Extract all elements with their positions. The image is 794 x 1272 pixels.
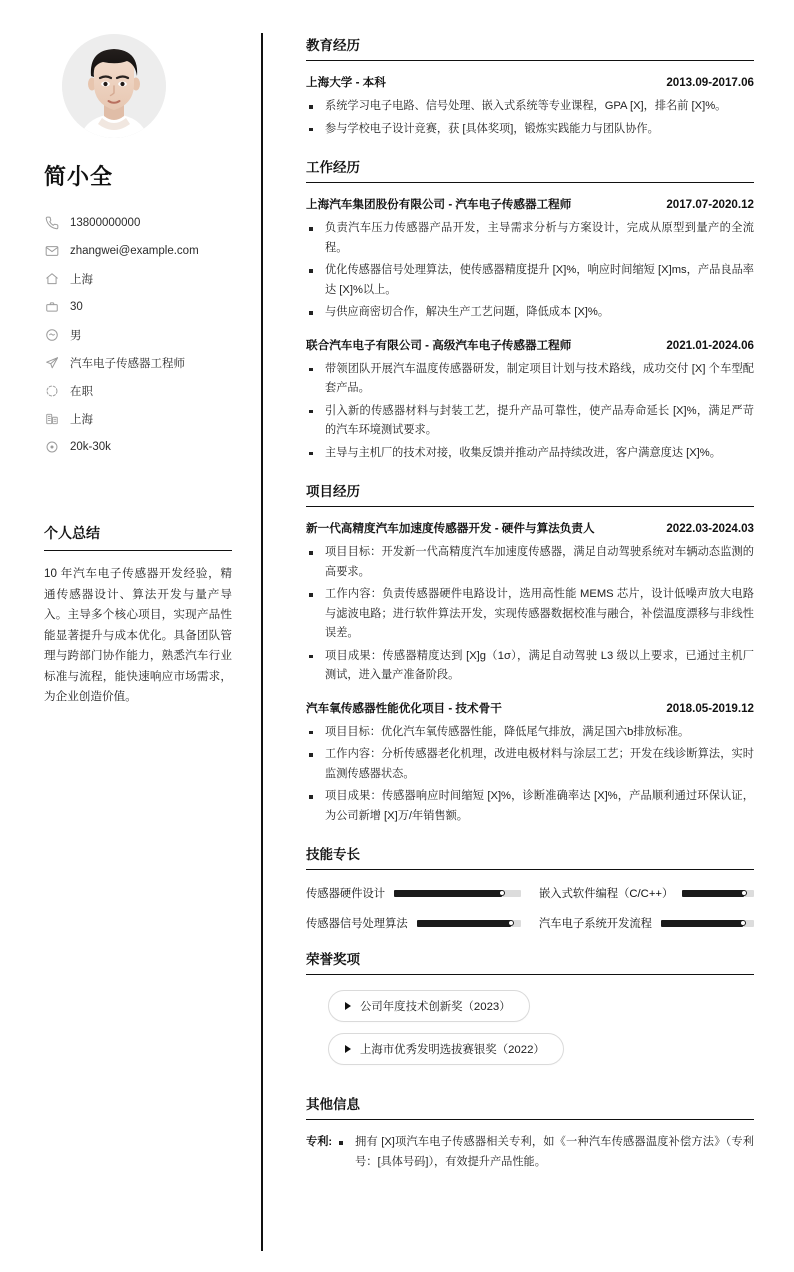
- contact-item-gender[interactable]: [44, 321, 232, 349]
- work-entry: [306, 196, 754, 323]
- education-heading: 教育经历: [306, 34, 754, 61]
- sidebar: [0, 0, 262, 1272]
- project-entry: [306, 700, 754, 827]
- entry-header: [306, 74, 754, 90]
- entry-date: 2018.05-2019.12: [666, 701, 754, 715]
- skill-item: [306, 915, 521, 931]
- summary-heading: 个人总结: [44, 523, 232, 551]
- triangle-bullet-icon: [345, 1045, 351, 1053]
- summary-text: 10 年汽车电子传感器开发经验，精通传感器设计、算法开发与量产导入。主导多个核心项目，实现产品性能显著提升与成本优化。具备团队管理与跨部门协作能力，熟悉汽车行业标准与流程，能快速响应市场需求，为企业创造价值。: [44, 567, 232, 703]
- work-section: [306, 156, 754, 463]
- skill-label: 传感器信号处理算法: [306, 918, 408, 930]
- work-entry: [306, 337, 754, 464]
- contact-item-expected-city[interactable]: [44, 405, 232, 433]
- contact-value-age: 30: [70, 301, 83, 313]
- award-label: 上海市优秀发明选拔赛银奖（2022）: [360, 1044, 545, 1056]
- contact-value-gender: 男: [70, 330, 82, 342]
- awards-section: [306, 948, 754, 1076]
- bullet-item: 系统学习电子电路、信号处理、嵌入式系统等专业课程，GPA [X]，排名前 [X]%。: [306, 97, 754, 117]
- skill-progress-knob: [740, 920, 746, 926]
- contact-item-phone[interactable]: [44, 209, 232, 237]
- bullet-item: 工作内容：负责传感器硬件电路设计，选用高性能 MEMS 芯片，设计低噪声放大电路与滤波电路；进行软件算法开发，实现传感器数据校准与融合，补偿温度漂移与非线性误差。: [306, 585, 754, 644]
- other-body: [336, 1133, 754, 1172]
- entry-title: 上海汽车集团股份有限公司 - 汽车电子传感器工程师: [306, 198, 572, 211]
- skill-label: 汽车电子系统开发流程: [539, 918, 652, 930]
- target-icon: [44, 439, 60, 455]
- award-row: [306, 990, 754, 1033]
- gender-icon: [44, 327, 60, 343]
- projects-section: [306, 480, 754, 826]
- skill-item: [306, 885, 521, 901]
- entry-bullets: [306, 723, 754, 827]
- contact-item-position[interactable]: [44, 349, 232, 377]
- bullet-item: 项目目标：开发新一代高精度汽车加速度传感器，满足自动驾驶系统对车辆动态监测的高要求。: [306, 543, 754, 582]
- phone-icon: [44, 215, 60, 231]
- entry-bullets: [306, 219, 754, 323]
- contact-item-job-status[interactable]: [44, 377, 232, 405]
- skill-progress-fill: [682, 890, 744, 897]
- entry-header: [306, 520, 754, 536]
- skill-progress-track: [661, 920, 754, 927]
- award-chip[interactable]: [328, 1033, 564, 1065]
- bullet-item: 拥有 [X]项汽车电子传感器相关专利，如《一种汽车传感器温度补偿方法》（专利号：[具体号码]），有效提升产品性能。: [336, 1133, 754, 1172]
- bullet-item: 优化传感器信号处理算法，使传感器精度提升 [X]%，响应时间缩短 [X]ms，产品良品率达 [X]%以上。: [306, 261, 754, 300]
- other-bullets: [336, 1133, 754, 1172]
- contact-item-salary[interactable]: [44, 433, 232, 461]
- skill-progress-track: [394, 890, 521, 897]
- status-icon: [44, 383, 60, 399]
- skill-progress-track: [682, 890, 754, 897]
- triangle-bullet-icon: [345, 1002, 351, 1010]
- home-icon: [44, 271, 60, 287]
- contact-value-job-status: 在职: [70, 386, 93, 398]
- award-list: [306, 988, 754, 1076]
- entry-header: [306, 196, 754, 212]
- skill-progress-knob: [741, 890, 747, 896]
- awards-heading: 荣誉奖项: [306, 948, 754, 975]
- bullet-item: 项目成果：传感器响应时间缩短 [X]%，诊断准确率达 [X]%，产品顺利通过环保认证，为公司新增 [X]万/年销售额。: [306, 787, 754, 826]
- summary-section: [44, 523, 232, 708]
- bullet-item: 主导与主机厂的技术对接，收集反馈并推动产品持续改进，客户满意度达 [X]%。: [306, 444, 754, 464]
- skills-heading: 技能专长: [306, 843, 754, 870]
- bullet-item: 负责汽车压力传感器产品开发，主导需求分析与方案设计，完成从原型到量产的全流程。: [306, 219, 754, 258]
- contact-item-email[interactable]: [44, 237, 232, 265]
- other-label: 专利:: [306, 1136, 333, 1148]
- skill-progress-fill: [661, 920, 743, 927]
- contact-value-phone: 13800000000: [70, 217, 141, 229]
- skill-progress-fill: [394, 890, 502, 897]
- entry-bullets: [306, 360, 754, 464]
- work-heading: 工作经历: [306, 156, 754, 183]
- paper-plane-icon: [44, 355, 60, 371]
- bullet-item: 工作内容：分析传感器老化机理，改进电极材料与涂层工艺；开发在线诊断算法，实时监测传感器状态。: [306, 745, 754, 784]
- bullet-item: 参与学校电子设计竞赛，获 [具体奖项]，锻炼实践能力与团队协作。: [306, 120, 754, 140]
- entry-date: 2021.01-2024.06: [666, 338, 754, 352]
- contact-item-location[interactable]: [44, 265, 232, 293]
- skill-item: [539, 915, 754, 931]
- bullet-item: 引入新的传感器材料与封装工艺，提升产品可靠性，使产品寿命延长 [X]%，满足严苛的汽车环境测试要求。: [306, 402, 754, 441]
- skill-progress-knob: [508, 920, 514, 926]
- other-heading: 其他信息: [306, 1093, 754, 1120]
- award-chip[interactable]: [328, 990, 530, 1022]
- page-title: 简小全: [44, 164, 114, 189]
- entry-date: 2013.09-2017.06: [666, 76, 754, 89]
- contact-value-expected-city: 上海: [70, 414, 93, 426]
- column-divider: [261, 33, 263, 1251]
- other-section: [306, 1093, 754, 1172]
- award-row: [306, 1033, 754, 1076]
- skill-grid: [306, 883, 754, 931]
- contact-value-email: zhangwei@example.com: [70, 245, 199, 257]
- contact-value-location: 上海: [70, 274, 93, 286]
- bullet-item: 项目成果：传感器精度达到 [X]g（1σ），满足自动驾驶 L3 级以上要求，已通过主机厂测试，进入量产准备阶段。: [306, 647, 754, 686]
- contact-value-salary: 20k-30k: [70, 441, 111, 453]
- envelope-icon: [44, 243, 60, 259]
- entry-title: 汽车氧传感器性能优化项目 - 技术骨干: [306, 701, 502, 715]
- briefcase-icon: [44, 299, 60, 315]
- bullet-item: 与供应商密切合作，解决生产工艺问题，降低成本 [X]%。: [306, 303, 754, 323]
- skill-item: [539, 885, 754, 901]
- skill-label: 传感器硬件设计: [306, 888, 386, 900]
- bullet-item: 项目目标：优化汽车氧传感器性能，降低尾气排放，满足国六b排放标准。: [306, 723, 754, 743]
- bullet-item: 带领团队开展汽车温度传感器研发，制定项目计划与技术路线，成功交付 [X] 个车型配套产品。: [306, 360, 754, 399]
- projects-heading: 项目经历: [306, 480, 754, 507]
- entry-date: 2022.03-2024.03: [666, 522, 754, 535]
- contact-list: [44, 209, 232, 461]
- entry-header: [306, 700, 754, 716]
- skills-section: [306, 843, 754, 931]
- entry-date: 2017.07-2020.12: [666, 198, 754, 211]
- skill-progress-knob: [499, 890, 505, 896]
- education-section: [306, 34, 754, 139]
- portrait-photo-icon: [62, 34, 166, 138]
- entry-title: 新一代高精度汽车加速度传感器开发 - 硬件与算法负责人: [306, 522, 595, 535]
- contact-item-age[interactable]: [44, 293, 232, 321]
- skill-progress-fill: [417, 920, 511, 927]
- skill-progress-track: [417, 920, 521, 927]
- award-label: 公司年度技术创新奖（2023）: [360, 1001, 511, 1013]
- entry-bullets: [306, 97, 754, 139]
- building-icon: [44, 411, 60, 427]
- entry-header: [306, 337, 754, 353]
- entry-bullets: [306, 543, 754, 686]
- avatar: [62, 34, 166, 138]
- education-entry: [306, 74, 754, 139]
- other-row-patent: [306, 1133, 754, 1172]
- main-content: [262, 0, 794, 1272]
- contact-value-position: 汽车电子传感器工程师: [70, 358, 185, 370]
- entry-title: 上海大学 - 本科: [306, 76, 386, 89]
- project-entry: [306, 520, 754, 686]
- skill-label: 嵌入式软件编程（C/C++）: [539, 888, 674, 900]
- entry-title: 联合汽车电子有限公司 - 高级汽车电子传感器工程师: [306, 338, 572, 352]
